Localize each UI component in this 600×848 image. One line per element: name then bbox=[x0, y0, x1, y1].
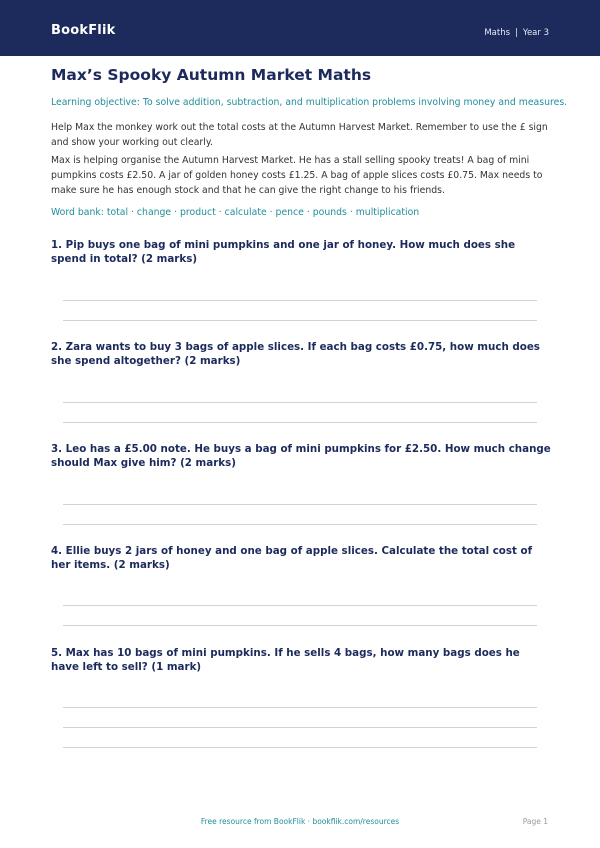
answer-line[interactable] bbox=[63, 524, 537, 525]
header-bar bbox=[0, 0, 600, 56]
subject-year-label bbox=[484, 28, 549, 38]
answer-line[interactable] bbox=[63, 320, 537, 321]
year-label: Year 3 bbox=[522, 28, 549, 38]
page-number: Page 1 bbox=[522, 817, 548, 826]
footer-credit: Free resource from BookFlik · bookflik.com/resources bbox=[200, 817, 400, 826]
answer-line[interactable] bbox=[63, 727, 537, 728]
question-1: 1. Pip buys one bag of mini pumpkins and one jar of honey. How much does she spend in total? (2 marks) bbox=[51, 239, 516, 265]
answer-line[interactable] bbox=[63, 707, 537, 708]
instructions-paragraph: Help Max the monkey work out the total costs at the Autumn Harvest Market. Remember to use the £ sign and show your working out clearly. bbox=[51, 122, 548, 148]
answer-line[interactable] bbox=[63, 605, 537, 606]
question-2: 2. Zara wants to buy 3 bags of apple slices. If each bag costs £0.75, how much does she spend altogether? (2 marks) bbox=[51, 341, 540, 367]
answer-line[interactable] bbox=[63, 402, 537, 403]
answer-line[interactable] bbox=[63, 747, 537, 748]
learning-objective: Learning objective: To solve addition, subtraction, and multiplication problems involving money and measures. bbox=[51, 97, 568, 108]
worksheet-title: Max’s Spooky Autumn Market Maths bbox=[51, 66, 372, 84]
answer-line[interactable] bbox=[63, 422, 537, 423]
answer-line[interactable] bbox=[63, 625, 537, 626]
word-bank: Word bank: total · change · product · calculate · pence · pounds · multiplication bbox=[51, 207, 420, 218]
answer-line[interactable] bbox=[63, 504, 537, 505]
meta-separator: | bbox=[515, 28, 518, 38]
question-3: 3. Leo has a £5.00 note. He buys a bag of mini pumpkins for £2.50. How much change should Max give him? (2 marks) bbox=[51, 443, 551, 469]
story-paragraph: Max is helping organise the Autumn Harvest Market. He has a stall selling spooky treats! A bag of mini pumpkins costs £2.50. A jar of golden honey costs £1.25. A bag of apple slices costs £0.75. Max needs to make sure he has enough stock and that he can give the right change to his friends. bbox=[51, 155, 543, 196]
question-5: 5. Max has 10 bags of mini pumpkins. If he sells 4 bags, how many bags does he have left to sell? (1 mark) bbox=[51, 647, 520, 673]
brand-logo-text: BookFlik bbox=[51, 23, 116, 38]
answer-line[interactable] bbox=[63, 300, 537, 301]
question-4: 4. Ellie buys 2 jars of honey and one bag of apple slices. Calculate the total cost of her items. (2 marks) bbox=[51, 545, 533, 571]
subject-label: Maths bbox=[484, 28, 511, 38]
